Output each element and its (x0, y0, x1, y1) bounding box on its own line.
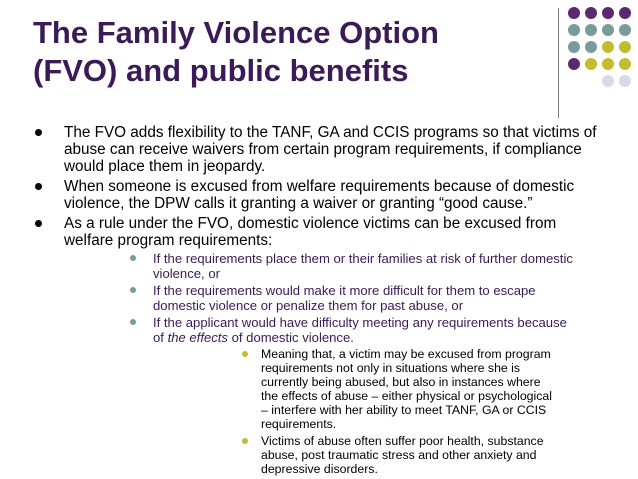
decorative-dot-icon (568, 7, 580, 19)
decorative-dot-icon (602, 7, 614, 19)
sub-bullet-list (64, 251, 608, 476)
decorative-dot-icon (619, 58, 631, 70)
decorative-dot-icon (602, 24, 614, 36)
decorative-dot-icon (568, 58, 580, 70)
decorative-dot-icon (619, 7, 631, 19)
decorative-dot-icon (619, 75, 631, 87)
decorative-dot-icon (585, 58, 597, 70)
sub-bullet-item-escape (64, 283, 608, 313)
decorative-dot-icon (585, 7, 597, 19)
bullet-list (0, 124, 638, 476)
bullet-item-excused-rule (0, 215, 638, 476)
sub-bullet-text: If the requirements would make it more difficult for them to escape domestic violence or penalize them for past abuse, or (153, 283, 536, 313)
sub-sub-bullet-text: Victims of abuse often suffer poor health, substance abuse, post traumatic stress and other anxiety and depressive disorders. (261, 434, 544, 476)
slide-title-line-1: The Family Violence Option (33, 15, 439, 50)
slide-title-line-2: (FVO) and public benefits (33, 53, 409, 88)
sub-sub-bullet-dot-icon (242, 438, 248, 444)
decorative-dot-icon (585, 24, 597, 36)
decorative-dot-icon (619, 24, 631, 36)
sub-sub-bullet-item-victims (153, 434, 580, 476)
bullet-dot-icon (35, 183, 42, 190)
bullet-item-fvo-flexibility (0, 124, 638, 175)
bullet-dot-icon (35, 129, 42, 136)
decorative-dot-icon (568, 41, 580, 53)
sub-sub-bullet-list (153, 347, 580, 476)
bullet-text: As a rule under the FVO, domestic violence victims can be excused from welfare program requirements: (64, 215, 557, 249)
decorative-dot-icon (619, 41, 631, 53)
sub-bullet-emphasis: the effects (167, 330, 228, 345)
sub-sub-bullet-item-meaning (153, 347, 580, 431)
sub-bullet-item-risk (64, 251, 608, 281)
bullet-dot-icon (35, 220, 42, 227)
slide-title (33, 14, 553, 90)
sub-bullet-dot-icon (130, 255, 136, 261)
sub-bullet-dot-icon (130, 287, 136, 293)
bullet-item-good-cause (0, 178, 638, 212)
title-divider-line (558, 8, 559, 118)
sub-bullet-dot-icon (130, 319, 136, 325)
decorative-dot-grid (568, 7, 638, 107)
sub-bullet-text-suffix: of domestic violence. (227, 330, 354, 345)
decorative-dot-icon (602, 41, 614, 53)
sub-bullet-text: If the requirements place them or their families at risk of further domestic violence, or (153, 251, 573, 281)
sub-bullet-text-prefix: If the applicant would have difficulty meeting any requirements because of (153, 315, 567, 345)
decorative-dot-icon (568, 24, 580, 36)
sub-bullet-item-effects (64, 315, 608, 476)
decorative-dot-icon (602, 75, 614, 87)
decorative-dot-icon (585, 41, 597, 53)
bullet-text: When someone is excused from welfare requirements because of domestic violence, the DPW calls it granting a waiver or granting “good cause.” (64, 178, 575, 212)
decorative-dot-icon (602, 58, 614, 70)
sub-sub-bullet-text: Meaning that, a victim may be excused from program requirements not only in situations where she is currently being abused, but also in instances where the effects of abuse – either physical or psychological – interfere with her ability to meet TANF, GA or CCIS requirements. (261, 347, 552, 431)
slide-body (0, 124, 638, 479)
sub-sub-bullet-dot-icon (242, 351, 248, 357)
sub-bullet-text (153, 315, 580, 345)
bullet-text: The FVO adds flexibility to the TANF, GA and CCIS programs so that victims of abuse can receive waivers from certain program requirements, if compliance would place them in jeopardy. (64, 124, 597, 175)
